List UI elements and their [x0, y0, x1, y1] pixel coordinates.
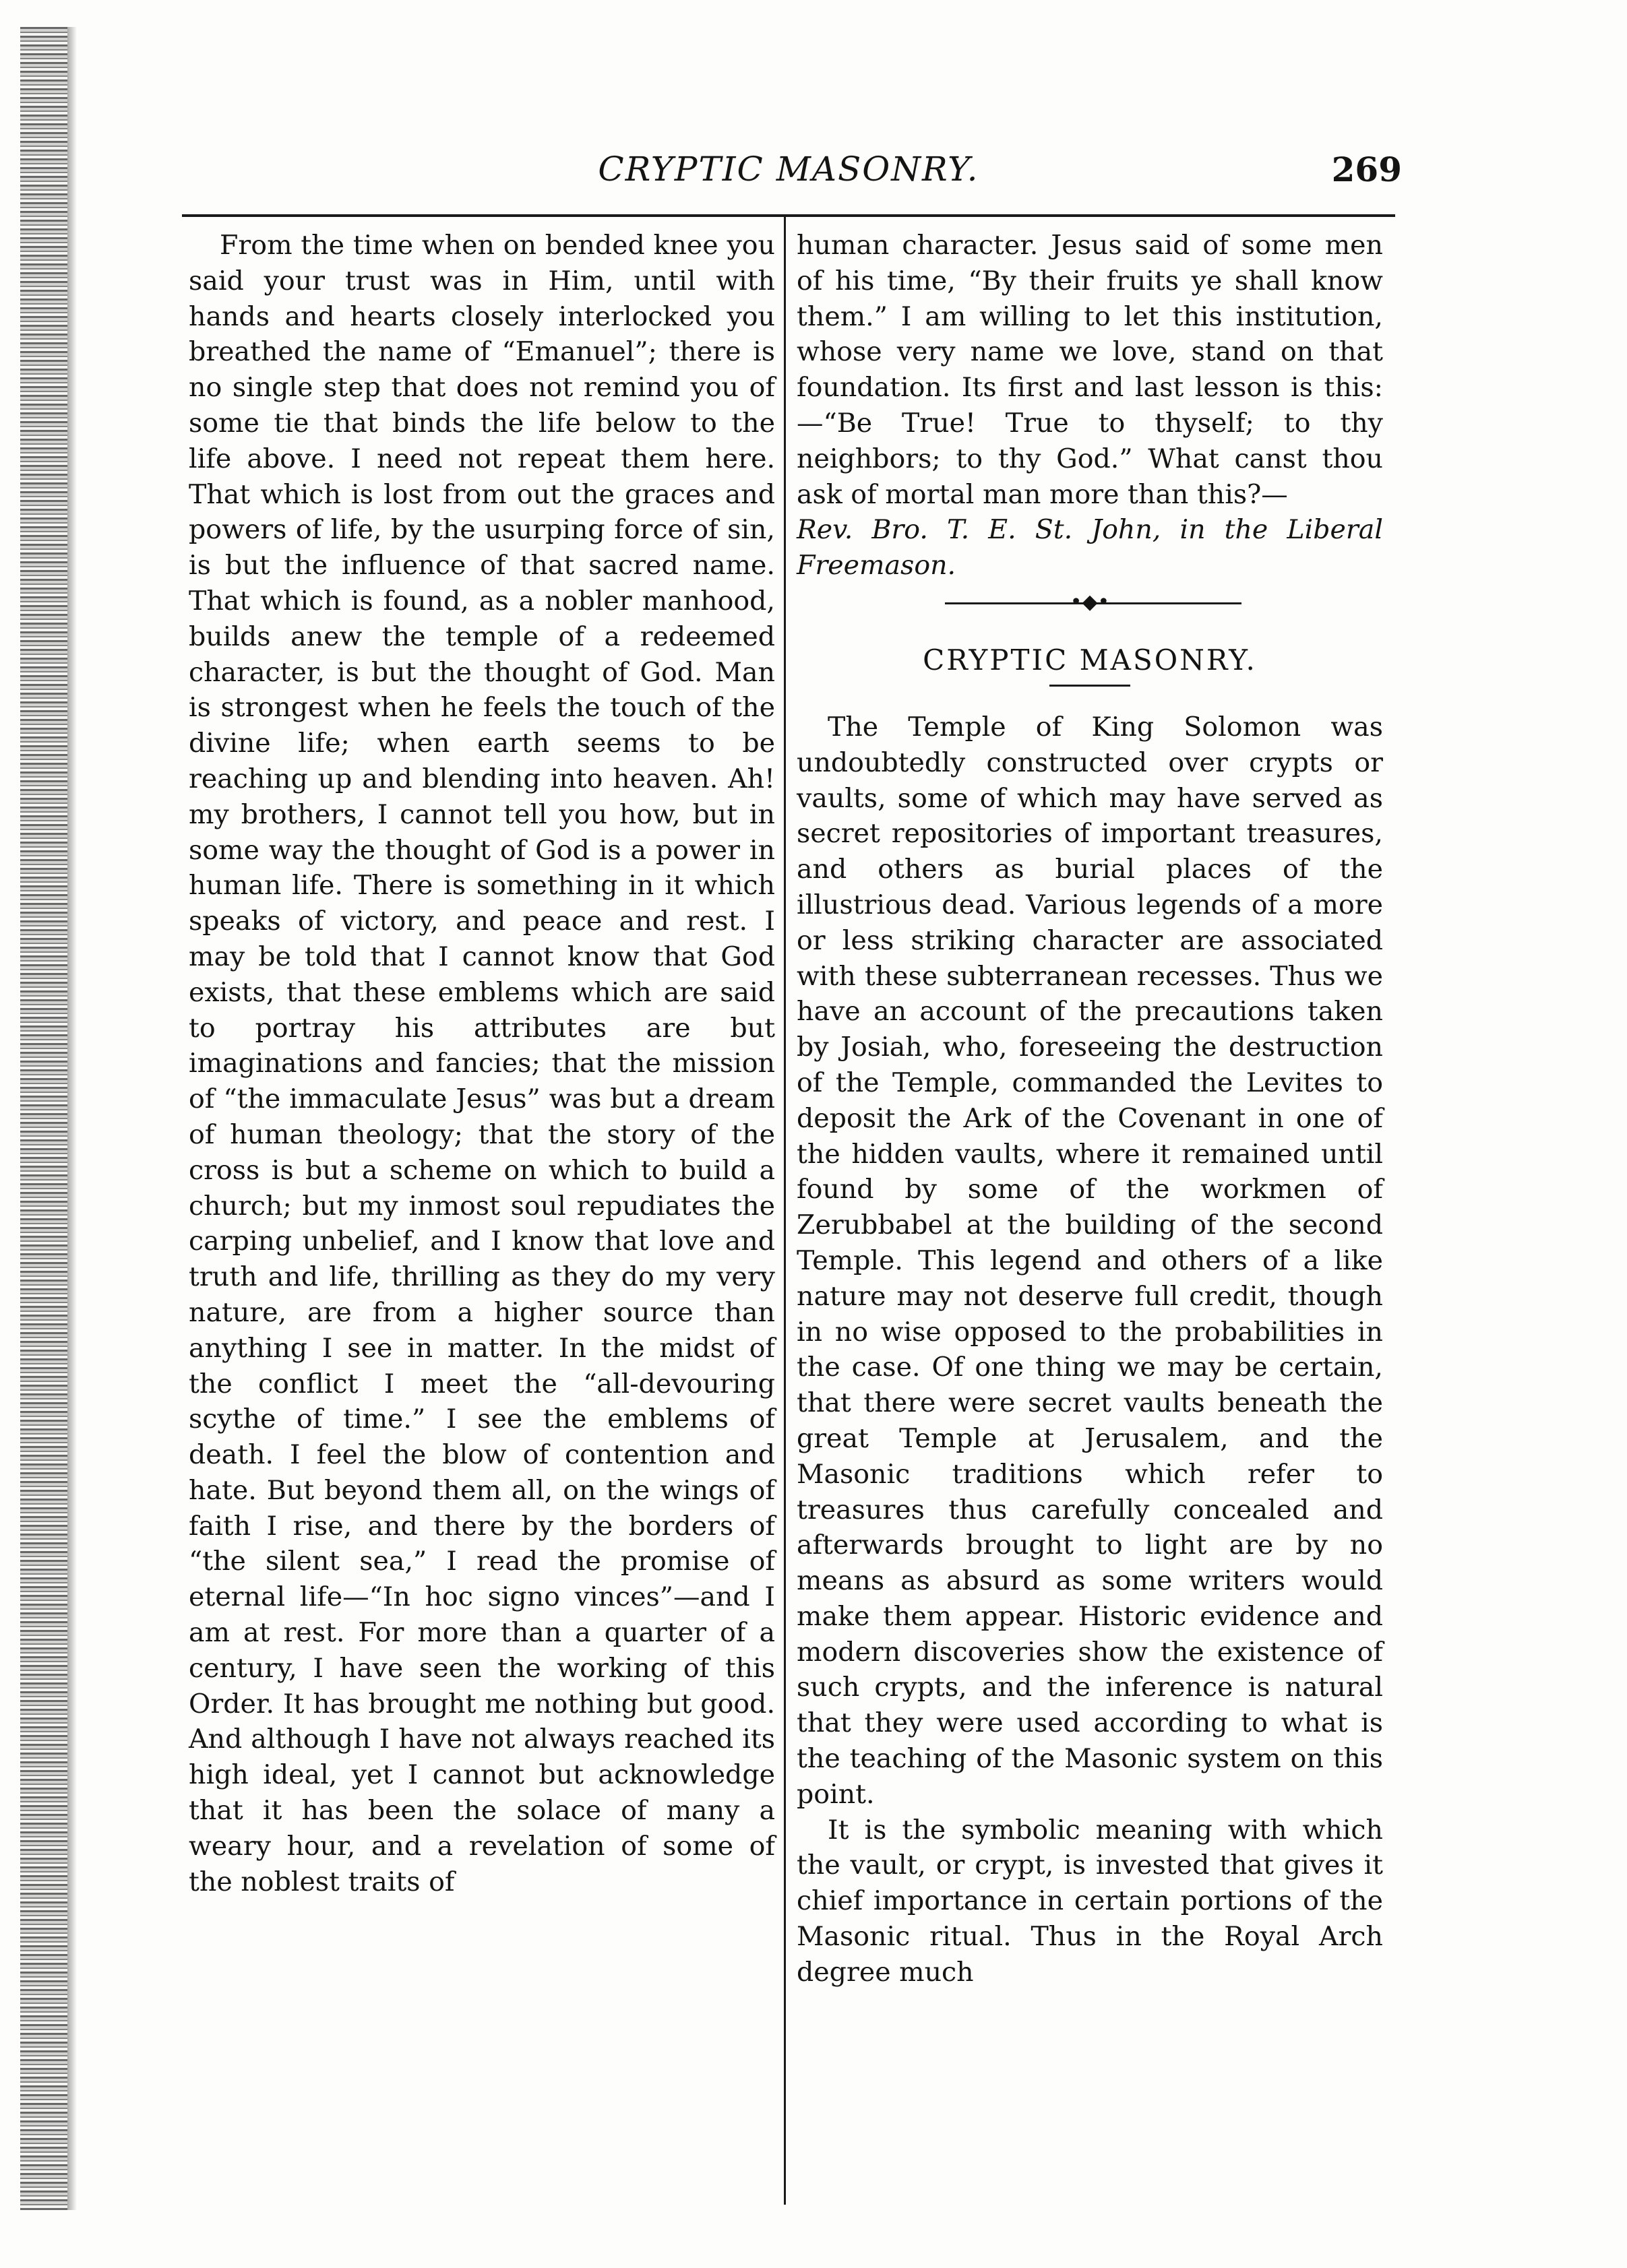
separator-ornament: •◆•: [1070, 590, 1110, 614]
column-divider: [784, 217, 786, 2205]
header-rule: [182, 214, 1395, 217]
article-separator: [797, 584, 1383, 624]
running-head: [175, 141, 1402, 195]
section-paragraph-1: The Temple of King Solomon was undoubtedly constructed over crypts or vaults, some of which may have served as secret repositories of important treasures, and others as burial places of the illustrious dead. Various legends of a more or less striking character are associated with these subterranean recesses. Thus we have an account of the precautions taken by Josiah, who, foreseeing the destruction of the Temple, commanded the Levites to deposit the Ark of the Covenant in one of the hidden vaults, where it remained until found by some of the workmen of Zerubbabel at the building of the second Temple. This legend and others of a like nature may not deserve full credit, though in no wise opposed to the probabilities in the case. Of one thing we may be certain, that there were secret vaults beneath the great Temple at Jerusalem, and the Masonic traditions which refer to treasures thus carefully concealed and afterwards brought to light are by no means as absurd as some writers would make them appear. Historic evidence and modern discoveries show the existence of such crypts, and the inference is natural that they were used according to what is the teaching of the Masonic system on this point.: [797, 711, 1383, 1810]
left-column: [189, 228, 775, 1899]
page-binding-edge: [20, 27, 67, 2210]
section-paragraph-2: It is the symbolic meaning with which the vault, or crypt, is invested that gives it chief importance in certain portions of the Masonic ritual. Thus in the Royal Arch degree much: [797, 1814, 1383, 1988]
page-number: 269: [1331, 150, 1402, 189]
section-title: CRYPTIC MASONRY.: [923, 643, 1257, 676]
running-title: CRYPTIC MASONRY.: [598, 150, 979, 189]
continued-paragraph: human character. Jesus said of some men of his time, “By their fruits ye shall know them.” I am willing to let this institution, whose very name we love, stand on that foundation. Its first and last lesson is this:—“Be True! True to thyself; to thy neighbors; to thy God.” What canst thou ask of mortal man more than this?—: [797, 230, 1383, 510]
left-column-paragraph: From the time when on bended knee you said your trust was in Him, until with hands and hearts closely interlocked you breathed the name of “Emanuel”; there is no single step that does not remind you of some tie that binds the life below to the life above. I need not repeat them here. That which is lost from out the graces and powers of life, by the usurping force of sin, is but the influence of that sacred name. That which is found, as a nobler manhood, builds anew the temple of a redeemed character, is but the thought of God. Man is strongest when he feels the touch of the divine life; when earth seems to be reaching up and blending into heaven. Ah! my brothers, I cannot tell you how, but in some way the thought of God is a power in human life. There is something in it which speaks of victory, and peace and rest. I may be told that I cannot know that God exists, that these emblems which are said to portray his attributes are but imaginations and fancies; that the mission of “the immaculate Jesus” was but a dream of human theology; that the story of the cross is but a scheme on which to build a church; but my inmost soul repudiates the carping unbelief, and I know that love and truth and life, thrilling as they do my very nature, are from a higher source than anything I see in matter. In the midst of the conflict I meet the “all-devouring scythe of time.” I see the emblems of death. I feel the blow of contention and hate. But beyond them all, on the wings of faith I rise, and there by the borders of “the silent sea,” I read the promise of eternal life—“In hoc signo vinces”—and I am at rest. For more than a quarter of a century, I have seen the working of this Order. It has brought me nothing but good. And although I have not always reached its high ideal, yet I cannot but acknowledge that it has been the solace of many a weary hour, and a revelation of some of the noblest traits of: [189, 230, 775, 1897]
article-attribution: Rev. Bro. T. E. St. John, in the Liberal Freemason.: [797, 514, 1383, 581]
right-column: [797, 228, 1383, 1990]
page-binding-shadow: [67, 27, 77, 2210]
title-underline: [1049, 685, 1130, 687]
